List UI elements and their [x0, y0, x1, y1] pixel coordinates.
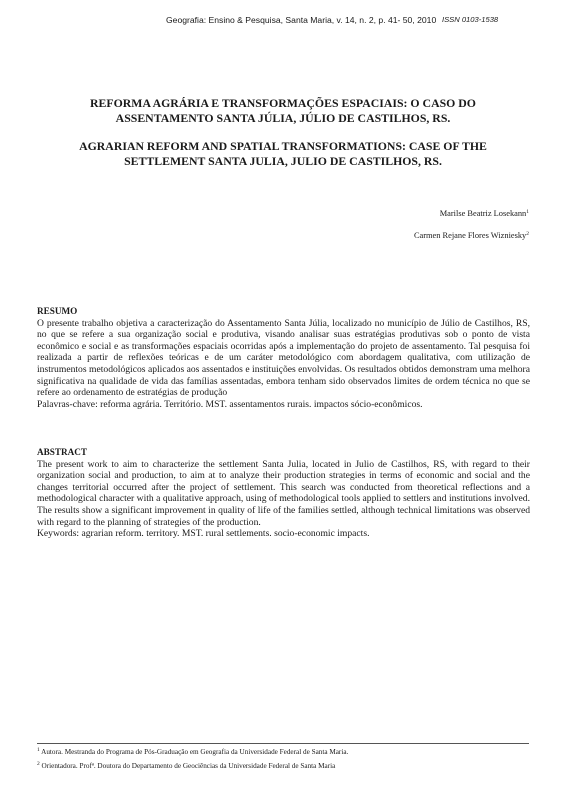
author-1-mark: 1	[526, 209, 529, 215]
title-portuguese	[36, 96, 530, 125]
journal-citation: Geografia: Ensino & Pesquisa, Santa Maria, v. 14, n. 2, p. 41- 50, 2010	[166, 15, 437, 25]
footnote-1	[37, 747, 348, 756]
title-pt-line-1: REFORMA AGRÁRIA E TRANSFORMAÇÕES ESPACIAIS: O CASO DO	[90, 96, 476, 110]
author-1-name: Marilse Beatriz Losekann	[439, 209, 527, 218]
issn-label: ISSN 0103-1538	[442, 15, 499, 24]
resumo-body: O presente trabalho objetiva a caracterização do Assentamento Santa Júlia, localizado no município de Júlio de Castilhos, RS, no que se refere a sua organização social e produtiva, visando analisar suas estratégias produtivas sob o ponto de vista econômico e social e as transformações espaciais ocorridas após a implementação do projeto de assentamento. Tal pesquisa foi realizada a partir de reflexões teóricas e de um caráter metodológico com abordagem qualitativa, com utilização de instrumentos metodológicos aplicados aos assentados e instituições envolvidas. Os resultados obtidos demonstram uma melhora significativa na qualidade de vida das famílias assentadas, embora tenham sido observados limites de ordem técnica no que se refere ao ordenamento de estratégias de produção	[37, 317, 530, 399]
resumo-heading: RESUMO	[37, 306, 78, 316]
footnote-divider	[37, 743, 529, 744]
author-2-name: Carmen Rejane Flores Wizniesky	[413, 231, 527, 240]
abstract-keywords: Keywords: agrarian reform. territory. MST. rural settlements. socio-economic impacts.	[37, 528, 370, 540]
resumo-section	[37, 306, 530, 410]
title-en-line-2: SETTLEMENT SANTA JULIA, JULIO DE CASTILHOS, RS.	[124, 153, 442, 168]
author-2	[414, 231, 529, 240]
running-header	[0, 15, 566, 29]
footnote-2-text: Orientadora. Profª. Doutora do Departamento de Geociências da Universidade Federal de Santa Maria	[39, 762, 336, 770]
footnote-2	[37, 761, 335, 770]
resumo-keywords: Palavras-chave: reforma agrária. Território. MST. assentamentos rurais. impactos sócio-econômicos.	[37, 398, 423, 410]
author-1	[440, 209, 529, 218]
footnote-1-text: Autora. Mestranda do Programa de Pós-Graduação em Geografia da Universidade Federal de Santa Maria.	[39, 748, 349, 756]
author-2-mark: 2	[526, 231, 529, 237]
title-en-line-1: AGRARIAN REFORM AND SPATIAL TRANSFORMATIONS: CASE OF THE	[79, 139, 487, 153]
footnote-1-mark: 1	[37, 747, 40, 753]
abstract-section	[37, 447, 530, 540]
abstract-body: The present work to aim to characterize the settlement Santa Julia, located in Julio de Castilhos, RS, with regard to their organization social and production, to aim at to analyze their production strategies in terms of economic and social and the changes territorial occurred after the project of settlement. This search was conducted from theoretical reflections and a methodological character with a qualitative approach, using of methodological tools applied to settlers and institutions involved. The results show a significant improvement in quality of life of the families settled, although technical limitations was observed with regard to the planning of strategies of the production.	[37, 458, 530, 528]
title-pt-line-2: ASSENTAMENTO SANTA JÚLIA, JÚLIO DE CASTILHOS, RS.	[115, 110, 451, 125]
footnote-2-mark: 2	[37, 761, 40, 767]
abstract-heading: ABSTRACT	[37, 447, 88, 457]
title-english	[36, 139, 530, 168]
